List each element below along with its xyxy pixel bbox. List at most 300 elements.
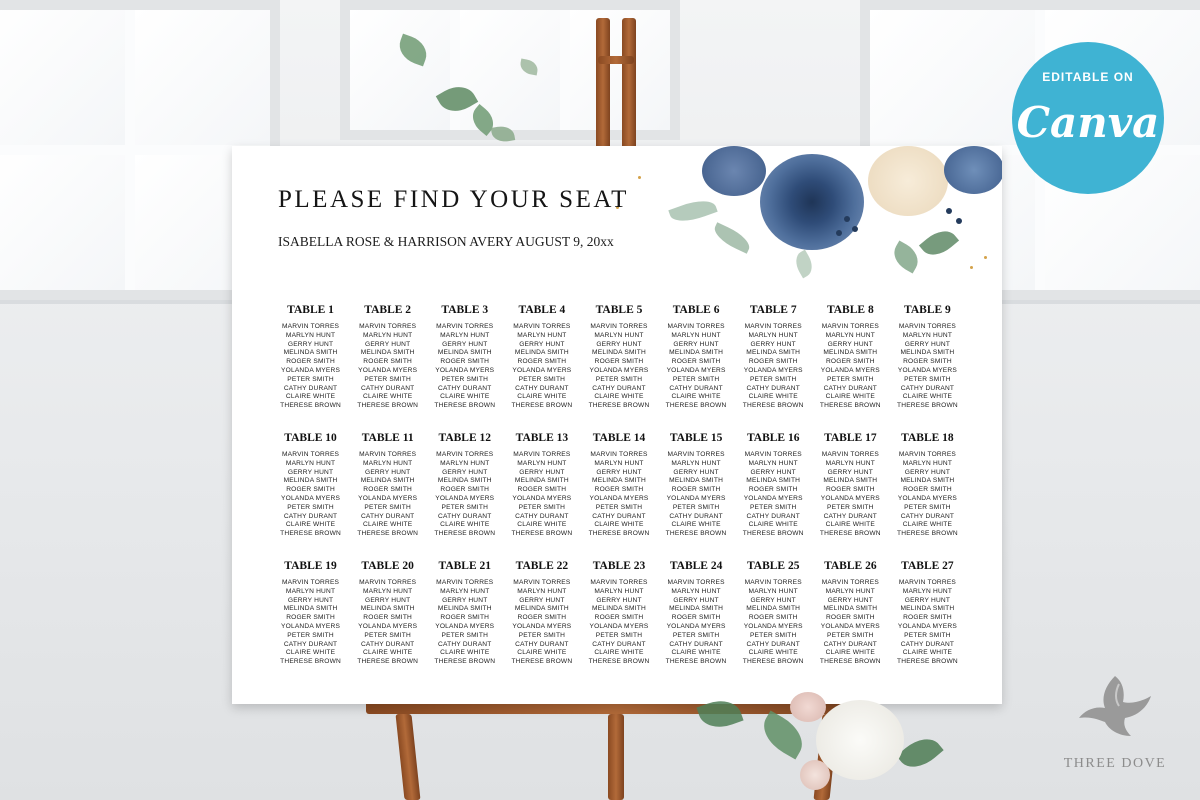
guest-name: MARVIN TORRES (667, 578, 725, 586)
table-block (735, 560, 812, 667)
guest-name: GERRY HUNT (287, 340, 334, 348)
guest-name: MARLYN HUNT (902, 587, 953, 595)
guest-name: MARLYN HUNT (285, 459, 336, 467)
guest-name: ROGER SMITH (903, 358, 952, 366)
guest-name: MELINDA SMITH (437, 605, 492, 613)
table-name: TABLE 23 (592, 559, 646, 572)
guest-name: YOLANDA MYERS (358, 622, 418, 630)
guest-name: YOLANDA MYERS (589, 622, 649, 630)
guest-name: MELINDA SMITH (746, 605, 801, 613)
canva-logo-text: Canva (1016, 98, 1160, 147)
guest-name: MARLYN HUNT (594, 459, 644, 467)
table-block (812, 304, 889, 411)
dove-icon (1075, 672, 1155, 742)
table-block (503, 560, 580, 667)
table-name: TABLE 15 (669, 431, 723, 444)
table-name: TABLE 2 (364, 304, 412, 316)
guest-name: MARLYN HUNT (517, 331, 567, 339)
guest-name: CLAIRE WHITE (363, 521, 413, 529)
table-block (349, 304, 426, 411)
guest-name: MELINDA SMITH (360, 349, 415, 357)
guest-name: CATHY DURANT (438, 384, 492, 392)
poster-title: PLEASE FIND YOUR SEAT (278, 186, 629, 213)
guest-name: YOLANDA MYERS (512, 622, 572, 630)
table-block (272, 432, 349, 539)
guest-name: GERRY HUNT (673, 340, 719, 348)
guest-name: MARVIN TORRES (436, 323, 494, 330)
guest-name: MARVIN TORRES (744, 323, 802, 330)
guest-name: MARLYN HUNT (671, 459, 721, 467)
guest-name: MARVIN TORRES (590, 578, 648, 586)
guest-name: MARLYN HUNT (517, 587, 567, 595)
guest-name: CATHY DURANT (360, 512, 415, 520)
guest-name: ROGER SMITH (671, 358, 721, 366)
guest-name: CATHY DURANT (592, 384, 646, 392)
guest-name: MELINDA SMITH (514, 605, 569, 613)
guest-name: CATHY DURANT (900, 384, 955, 392)
guest-name: MARLYN HUNT (362, 459, 413, 467)
guest-name: GERRY HUNT (519, 596, 565, 604)
guest-name: ROGER SMITH (671, 486, 721, 494)
guest-name: CLAIRE WHITE (825, 649, 875, 657)
guest-name: PETER SMITH (518, 375, 566, 383)
guest-name: ROGER SMITH (517, 358, 567, 366)
table-name: TABLE 14 (592, 431, 646, 444)
table-block (426, 304, 503, 411)
guest-name: MARLYN HUNT (748, 459, 798, 467)
guest-name: MARVIN TORRES (821, 323, 879, 330)
guest-name: THERESE BROWN (665, 530, 727, 538)
guest-name: MARLYN HUNT (902, 331, 953, 339)
guest-name: ROGER SMITH (286, 358, 335, 366)
guest-name: MELINDA SMITH (283, 349, 338, 357)
guest-name: ROGER SMITH (440, 614, 490, 622)
table-name: TABLE 25 (746, 559, 800, 572)
guest-name: ROGER SMITH (825, 486, 875, 494)
guest-name: PETER SMITH (287, 375, 334, 383)
guest-name: MARLYN HUNT (748, 331, 798, 339)
guest-name: PETER SMITH (904, 631, 951, 639)
guest-name: CATHY DURANT (360, 640, 415, 648)
guest-name: MARVIN TORRES (513, 450, 571, 458)
guest-name: PETER SMITH (364, 503, 411, 511)
guest-name: ROGER SMITH (363, 614, 413, 622)
guest-name: GERRY HUNT (596, 340, 642, 348)
guest-name: MARLYN HUNT (594, 331, 644, 339)
guest-name: ROGER SMITH (748, 614, 798, 622)
guest-name: MARVIN TORRES (898, 578, 957, 586)
guest-name: CLAIRE WHITE (285, 649, 336, 657)
guest-name: CLAIRE WHITE (517, 393, 567, 401)
guest-name: MELINDA SMITH (823, 605, 878, 613)
table-block (735, 304, 812, 411)
table-block (889, 560, 966, 667)
guest-name: MELINDA SMITH (437, 477, 492, 485)
guest-name: YOLANDA MYERS (281, 366, 341, 374)
guest-name: PETER SMITH (287, 631, 334, 639)
guest-name: CATHY DURANT (283, 640, 338, 648)
guest-name: PETER SMITH (287, 503, 334, 511)
table-name: TABLE 17 (824, 431, 877, 444)
guest-name: THERESE BROWN (665, 402, 727, 410)
table-name: TABLE 19 (284, 559, 337, 572)
guest-name: CATHY DURANT (823, 384, 878, 392)
guest-name: MARVIN TORRES (436, 578, 494, 586)
guest-name: YOLANDA MYERS (281, 622, 341, 630)
guest-name: GERRY HUNT (519, 340, 565, 348)
guest-name: ROGER SMITH (363, 486, 413, 494)
guest-name: GERRY HUNT (827, 468, 873, 476)
guest-name: MARLYN HUNT (902, 459, 953, 467)
guest-name: MARVIN TORRES (590, 323, 648, 330)
guest-name: MARLYN HUNT (517, 459, 567, 467)
guest-name: MELINDA SMITH (592, 349, 646, 357)
guest-name: MARVIN TORRES (667, 323, 725, 330)
guest-name: YOLANDA MYERS (820, 366, 880, 374)
guest-name: YOLANDA MYERS (666, 622, 726, 630)
guest-name: THERESE BROWN (897, 658, 958, 666)
guest-name: MARVIN TORRES (513, 578, 571, 586)
guest-name: CATHY DURANT (283, 384, 338, 392)
table-block (272, 560, 349, 667)
guest-name: GERRY HUNT (364, 468, 411, 476)
table-block (272, 304, 349, 411)
guest-name: PETER SMITH (595, 631, 643, 639)
guest-name: PETER SMITH (749, 375, 797, 383)
guest-name: THERESE BROWN (434, 658, 496, 666)
guest-name: CLAIRE WHITE (517, 521, 567, 529)
guest-name: MARLYN HUNT (825, 459, 875, 467)
tables-grid (272, 304, 966, 667)
table-block (735, 432, 812, 539)
table-name: TABLE 7 (749, 304, 797, 316)
guest-name: THERESE BROWN (511, 658, 573, 666)
table-name: TABLE 11 (361, 431, 414, 444)
guest-name: PETER SMITH (518, 631, 566, 639)
guest-name: MELINDA SMITH (283, 477, 338, 485)
guest-name: GERRY HUNT (750, 596, 796, 604)
guest-name: MARLYN HUNT (440, 587, 490, 595)
guest-name: MARVIN TORRES (281, 450, 340, 458)
guest-name: THERESE BROWN (742, 402, 804, 410)
guest-name: ROGER SMITH (671, 614, 721, 622)
table-name: TABLE 10 (284, 431, 337, 444)
guest-name: PETER SMITH (749, 631, 797, 639)
guest-name: MARVIN TORRES (898, 323, 957, 330)
guest-name: THERESE BROWN (280, 658, 341, 666)
guest-name: CLAIRE WHITE (902, 521, 953, 529)
guest-name: YOLANDA MYERS (435, 622, 495, 630)
guest-name: PETER SMITH (827, 503, 874, 511)
guest-name: PETER SMITH (904, 375, 951, 383)
table-block (426, 560, 503, 667)
table-block (426, 432, 503, 539)
table-block (658, 304, 735, 411)
table-name: TABLE 20 (361, 559, 414, 572)
table-block (580, 304, 657, 411)
table-name: TABLE 16 (746, 431, 800, 444)
guest-name: ROGER SMITH (903, 614, 952, 622)
guest-name: MELINDA SMITH (823, 477, 878, 485)
guest-name: MELINDA SMITH (746, 349, 801, 357)
guest-name: MARLYN HUNT (285, 331, 336, 339)
guest-name: CLAIRE WHITE (363, 393, 413, 401)
guest-name: MELINDA SMITH (823, 349, 878, 357)
guest-name: YOLANDA MYERS (512, 494, 572, 502)
guest-name: YOLANDA MYERS (666, 366, 726, 374)
guest-name: ROGER SMITH (363, 358, 413, 366)
guest-name: MARLYN HUNT (825, 587, 875, 595)
guest-name: THERESE BROWN (511, 402, 573, 410)
guest-name: MARVIN TORRES (898, 450, 957, 458)
table-block (889, 304, 966, 411)
guest-name: YOLANDA MYERS (589, 494, 649, 502)
guest-name: GERRY HUNT (519, 468, 565, 476)
table-name: TABLE 18 (901, 431, 954, 444)
guest-name: PETER SMITH (364, 631, 411, 639)
guest-name: PETER SMITH (827, 631, 874, 639)
table-name: TABLE 1 (287, 304, 334, 316)
guest-name: PETER SMITH (827, 375, 874, 383)
guest-name: CATHY DURANT (515, 640, 569, 648)
guest-name: CATHY DURANT (669, 640, 723, 648)
table-name: TABLE 4 (518, 304, 566, 316)
guest-name: CLAIRE WHITE (594, 393, 644, 401)
guest-name: CLAIRE WHITE (517, 649, 567, 657)
guest-name: YOLANDA MYERS (358, 366, 418, 374)
guest-name: THERESE BROWN (665, 658, 727, 666)
guest-name: PETER SMITH (904, 503, 951, 511)
guest-name: GERRY HUNT (904, 340, 951, 348)
guest-name: MARVIN TORRES (667, 450, 725, 458)
guest-name: CLAIRE WHITE (748, 521, 798, 529)
guest-name: CATHY DURANT (669, 384, 723, 392)
guest-name: MARVIN TORRES (821, 450, 879, 458)
guest-name: ROGER SMITH (825, 614, 875, 622)
guest-name: CATHY DURANT (746, 640, 800, 648)
guest-name: GERRY HUNT (673, 468, 719, 476)
easel-leg-center (608, 714, 624, 800)
guest-name: YOLANDA MYERS (743, 366, 803, 374)
guest-name: MELINDA SMITH (514, 349, 569, 357)
guest-name: MARVIN TORRES (436, 450, 494, 458)
guest-name: ROGER SMITH (903, 486, 952, 494)
guest-name: THERESE BROWN (357, 658, 419, 666)
guest-name: CLAIRE WHITE (363, 649, 413, 657)
guest-name: MARVIN TORRES (513, 323, 571, 330)
guest-name: CATHY DURANT (900, 512, 955, 520)
guest-name: THERESE BROWN (280, 402, 341, 410)
guest-name: CLAIRE WHITE (440, 649, 490, 657)
table-name: TABLE 5 (595, 304, 643, 316)
guest-name: ROGER SMITH (286, 486, 335, 494)
guest-name: PETER SMITH (595, 503, 643, 511)
guest-name: PETER SMITH (441, 375, 489, 383)
guest-name: THERESE BROWN (819, 402, 881, 410)
guest-name: MELINDA SMITH (592, 477, 646, 485)
logo-text: THREE DOVE (1063, 756, 1167, 771)
guest-name: THERESE BROWN (819, 658, 881, 666)
editable-on-canva-badge (1012, 42, 1164, 194)
guest-name: THERESE BROWN (357, 402, 419, 410)
guest-name: ROGER SMITH (286, 614, 335, 622)
guest-name: MELINDA SMITH (746, 477, 801, 485)
guest-name: CATHY DURANT (669, 512, 723, 520)
guest-name: MARVIN TORRES (821, 578, 879, 586)
guest-name: CLAIRE WHITE (748, 393, 798, 401)
guest-name: THERESE BROWN (742, 658, 804, 666)
guest-name: ROGER SMITH (440, 486, 490, 494)
table-name: TABLE 8 (826, 304, 874, 316)
guest-name: GERRY HUNT (750, 468, 796, 476)
guest-name: CATHY DURANT (592, 640, 646, 648)
guest-name: CATHY DURANT (746, 384, 800, 392)
table-name: TABLE 21 (438, 559, 492, 572)
guest-name: MARVIN TORRES (744, 450, 802, 458)
table-block (503, 432, 580, 539)
guest-name: THERESE BROWN (588, 530, 650, 538)
guest-name: MARLYN HUNT (594, 587, 644, 595)
guest-name: YOLANDA MYERS (820, 494, 880, 502)
guest-name: ROGER SMITH (748, 486, 798, 494)
guest-name: MELINDA SMITH (669, 349, 724, 357)
guest-name: YOLANDA MYERS (897, 622, 957, 630)
guest-name: GERRY HUNT (442, 468, 488, 476)
guest-name: ROGER SMITH (748, 358, 798, 366)
guest-name: YOLANDA MYERS (281, 494, 341, 502)
guest-name: MARVIN TORRES (359, 323, 417, 330)
guest-name: MELINDA SMITH (900, 477, 955, 485)
table-name: TABLE 24 (669, 559, 723, 572)
guest-name: ROGER SMITH (594, 358, 644, 366)
guest-name: CATHY DURANT (283, 512, 338, 520)
table-block (580, 432, 657, 539)
guest-name: YOLANDA MYERS (358, 494, 418, 502)
guest-name: CLAIRE WHITE (285, 521, 336, 529)
guest-name: THERESE BROWN (897, 530, 958, 538)
guest-name: CLAIRE WHITE (748, 649, 798, 657)
guest-name: PETER SMITH (441, 503, 489, 511)
guest-name: PETER SMITH (364, 375, 411, 383)
guest-name: CLAIRE WHITE (671, 649, 721, 657)
guest-name: GERRY HUNT (364, 340, 411, 348)
guest-name: GERRY HUNT (904, 468, 951, 476)
table-block (889, 432, 966, 539)
guest-name: THERESE BROWN (434, 530, 496, 538)
guest-name: THERESE BROWN (511, 530, 573, 538)
guest-name: YOLANDA MYERS (589, 366, 649, 374)
guest-name: MELINDA SMITH (900, 349, 955, 357)
guest-name: MELINDA SMITH (669, 477, 724, 485)
guest-name: CATHY DURANT (360, 384, 415, 392)
guest-name: CATHY DURANT (515, 384, 569, 392)
guest-name: MARLYN HUNT (748, 587, 798, 595)
table-name: TABLE 13 (515, 431, 569, 444)
guest-name: CATHY DURANT (592, 512, 646, 520)
guest-name: MARLYN HUNT (825, 331, 875, 339)
guest-name: THERESE BROWN (588, 402, 650, 410)
guest-name: CLAIRE WHITE (825, 393, 875, 401)
table-block (812, 560, 889, 667)
guest-name: ROGER SMITH (517, 614, 567, 622)
guest-name: CLAIRE WHITE (594, 649, 644, 657)
table-name: TABLE 26 (824, 559, 877, 572)
guest-name: GERRY HUNT (673, 596, 719, 604)
guest-name: YOLANDA MYERS (743, 494, 803, 502)
guest-name: THERESE BROWN (434, 402, 496, 410)
guest-name: MELINDA SMITH (514, 477, 569, 485)
table-block (658, 432, 735, 539)
guest-name: MARLYN HUNT (440, 459, 490, 467)
guest-name: ROGER SMITH (594, 614, 644, 622)
guest-name: MELINDA SMITH (283, 605, 338, 613)
table-block (349, 560, 426, 667)
guest-name: GERRY HUNT (442, 340, 488, 348)
guest-name: MELINDA SMITH (360, 605, 415, 613)
guest-name: THERESE BROWN (819, 530, 881, 538)
guest-name: MARVIN TORRES (281, 578, 340, 586)
guest-name: GERRY HUNT (596, 468, 642, 476)
guest-name: THERESE BROWN (897, 402, 958, 410)
table-name: TABLE 12 (438, 431, 492, 444)
guest-name: CLAIRE WHITE (440, 393, 490, 401)
easel-top-leg-right (622, 18, 636, 158)
guest-name: THERESE BROWN (742, 530, 804, 538)
guest-name: YOLANDA MYERS (512, 366, 572, 374)
guest-name: YOLANDA MYERS (743, 622, 803, 630)
guest-name: MARVIN TORRES (590, 450, 648, 458)
table-block (658, 560, 735, 667)
guest-name: CLAIRE WHITE (671, 393, 721, 401)
guest-name: GERRY HUNT (750, 340, 796, 348)
guest-name: MELINDA SMITH (592, 605, 646, 613)
guest-name: CATHY DURANT (746, 512, 800, 520)
table-name: TABLE 27 (901, 559, 954, 572)
poster-subtitle: ISABELLA ROSE & HARRISON AVERY AUGUST 9, 20xx (278, 234, 614, 249)
guest-name: MARLYN HUNT (671, 331, 721, 339)
guest-name: CATHY DURANT (900, 640, 955, 648)
guest-name: YOLANDA MYERS (435, 494, 495, 502)
guest-name: MARVIN TORRES (359, 450, 417, 458)
guest-name: CLAIRE WHITE (671, 521, 721, 529)
badge-caption: EDITABLE ON (1042, 70, 1134, 84)
guest-name: MELINDA SMITH (900, 605, 955, 613)
guest-name: YOLANDA MYERS (435, 366, 495, 374)
guest-name: CLAIRE WHITE (285, 393, 336, 401)
guest-name: GERRY HUNT (442, 596, 488, 604)
guest-name: CATHY DURANT (438, 512, 492, 520)
guest-name: CATHY DURANT (438, 640, 492, 648)
easel-top-leg-left (596, 18, 610, 158)
guest-name: MELINDA SMITH (437, 349, 492, 357)
guest-name: CATHY DURANT (515, 512, 569, 520)
easel-crossbar (598, 56, 634, 64)
guest-name: PETER SMITH (518, 503, 566, 511)
guest-name: ROGER SMITH (825, 358, 875, 366)
guest-name: MARLYN HUNT (285, 587, 336, 595)
guest-name: THERESE BROWN (280, 530, 341, 538)
guest-name: THERESE BROWN (588, 658, 650, 666)
guest-name: YOLANDA MYERS (666, 494, 726, 502)
table-name: TABLE 3 (441, 304, 489, 316)
guest-name: GERRY HUNT (287, 596, 334, 604)
guest-name: PETER SMITH (672, 375, 720, 383)
guest-name: MARLYN HUNT (440, 331, 490, 339)
guest-name: CLAIRE WHITE (902, 649, 953, 657)
guest-name: THERESE BROWN (357, 530, 419, 538)
guest-name: PETER SMITH (749, 503, 797, 511)
table-block (812, 432, 889, 539)
